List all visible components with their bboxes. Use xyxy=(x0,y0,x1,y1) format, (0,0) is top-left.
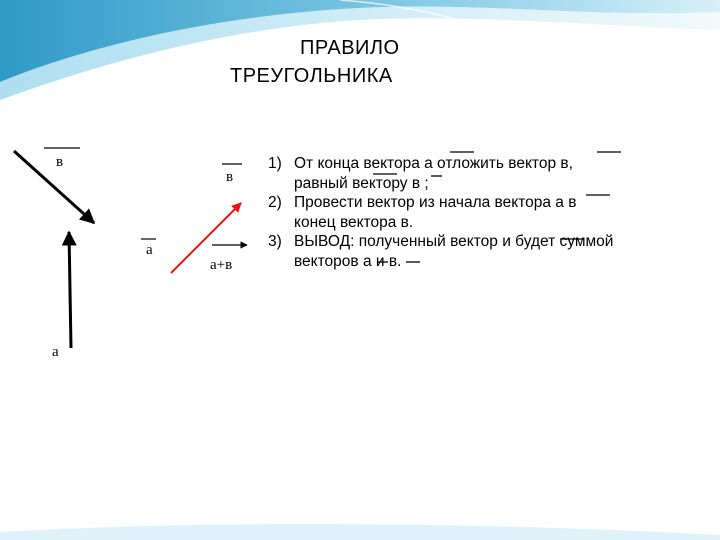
label-a-right: а xyxy=(146,242,153,258)
step-3 xyxy=(268,232,708,271)
vector-a-left xyxy=(69,232,71,348)
label-a-left: а xyxy=(52,344,59,360)
step-3-line-2: векторов а и в. xyxy=(294,252,402,270)
step-1-line-2: равный вектору в ; xyxy=(294,174,429,192)
label-b-left: в xyxy=(56,154,64,170)
label-sum: а+в xyxy=(210,257,233,273)
step-1-number: 1) xyxy=(268,155,282,172)
vector-b-left xyxy=(14,151,94,223)
step-2-number: 2) xyxy=(268,194,282,212)
bottom-wave xyxy=(0,524,720,540)
step-3-number: 3) xyxy=(268,233,282,251)
title-line-1: ПРАВИЛО xyxy=(300,37,400,59)
steps-list xyxy=(268,154,708,272)
step-2-line-2: конец вектора в. xyxy=(294,213,414,231)
step-1 xyxy=(268,154,708,193)
step-3-line-1: ВЫВОД: полученный вектор и будет суммой xyxy=(294,233,614,251)
step-1-line-1: От конца вектора а отложить вектор в, xyxy=(294,155,573,172)
step-2 xyxy=(268,193,708,232)
label-b-right: в xyxy=(226,169,234,185)
step-2-line-1: Провести вектор из начала вектора а в xyxy=(294,194,577,212)
title-line-2: ТРЕУГОЛЬНИКА xyxy=(230,65,393,87)
